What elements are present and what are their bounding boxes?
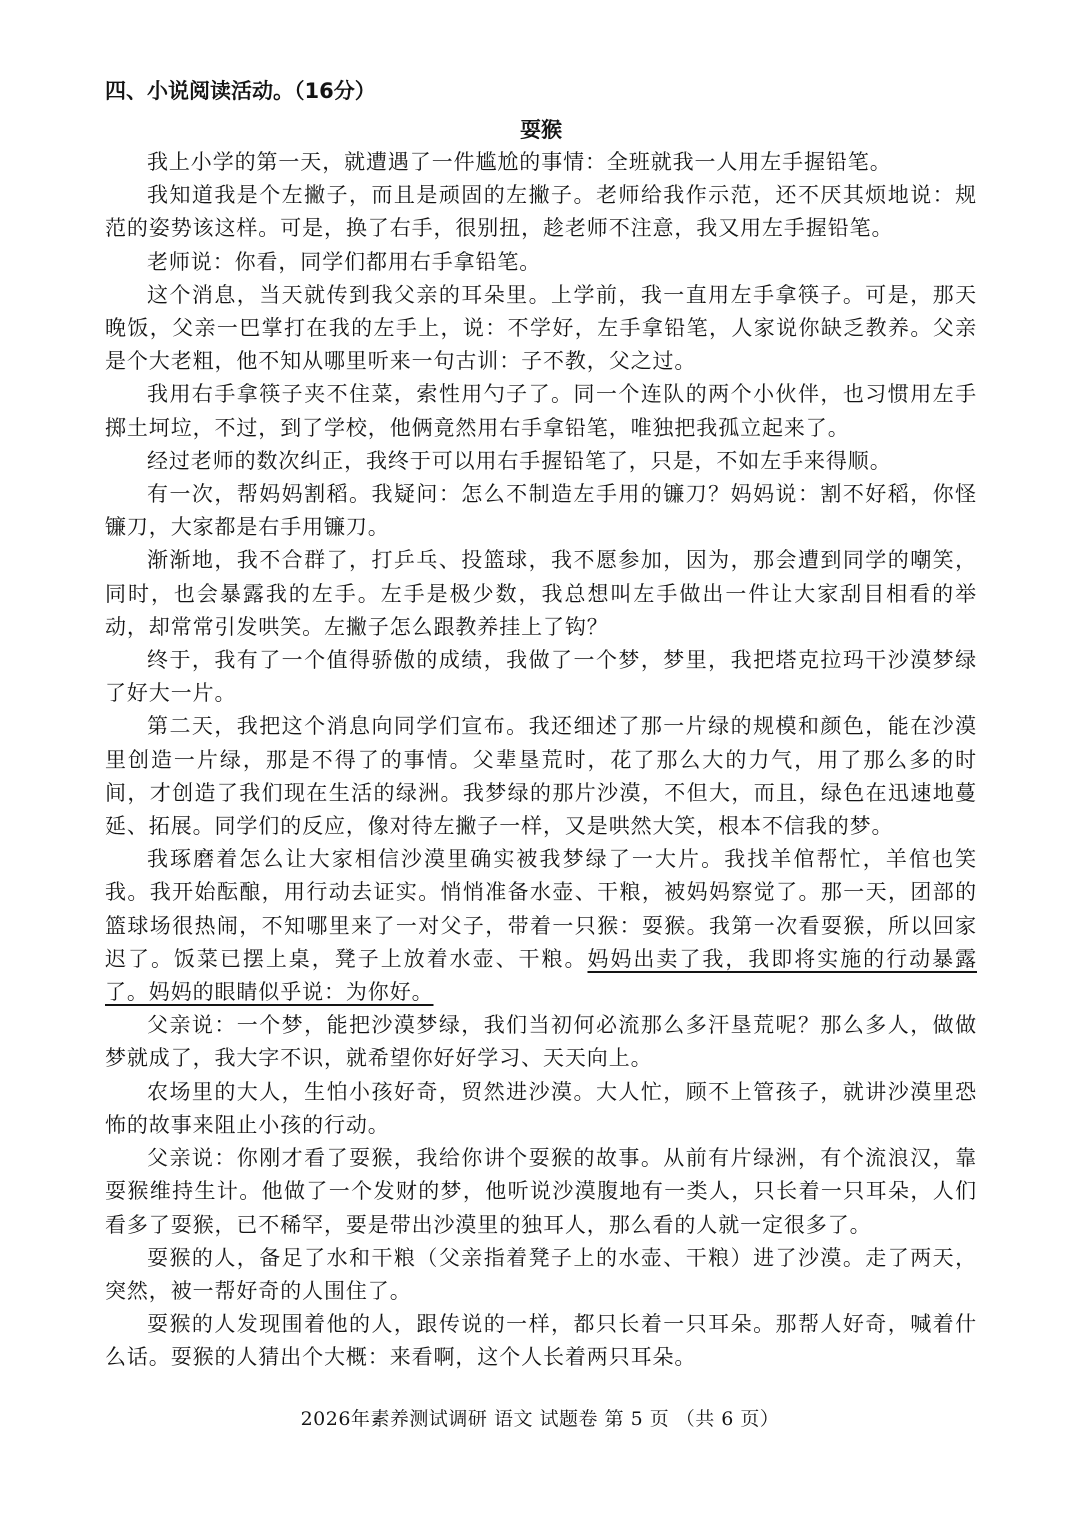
exam-page [105, 74, 977, 1375]
underlined-sentence: 妈妈出卖了我，我即将实施的行动暴露了。妈妈的眼睛似乎说：为你好。 [105, 946, 977, 1005]
story-paragraph: 父亲说：一个梦，能把沙漠梦绿，我们当初何必流那么多汗垦荒呢？那么多人，做做梦就成了，我大字不识，就希望你好好学习、天天向上。 [105, 1013, 977, 1071]
story-paragraph-with-underline [105, 843, 977, 1009]
paragraph-text: 我琢磨着怎么让大家相信沙漠里确实被我梦绿了一大片。我找羊倌帮忙，羊倌也笑我。我开始酝酿，用行动去证实。悄悄准备水壶、干粮，被妈妈察觉了。那一天，团部的篮球场很热闹，不知哪里来了一对父子，带着一只猴：耍猴。我第一次看耍猴，所以回家迟了。饭菜已摆上桌，凳子上放着水壶、干粮。 [105, 847, 977, 971]
story-paragraph: 耍猴的人发现围着他的人，跟传说的一样，都只长着一只耳朵。那帮人好奇，喊着什么话。耍猴的人猜出个大概：来看啊，这个人长着两只耳朵。 [105, 1312, 977, 1370]
story-paragraph: 经过老师的数次纠正，我终于可以用右手握铅笔了，只是，不如左手来得顺。 [147, 448, 892, 473]
story-paragraph: 我上小学的第一天，就遭遇了一件尴尬的事情：全班就我一人用左手握铅笔。 [147, 150, 892, 174]
story-paragraph: 第二天，我把这个消息向同学们宣布。我还细述了那一片绿的规模和颜色，能在沙漠里创造一片绿，那是不得了的事情。父辈垦荒时，花了那么大的力气，用了那么多的时间，才创造了我们现在生活的绿洲。我梦绿的那片沙漠，不但大，而且，绿色在迅速地蔓延、拓展。同学们的反应，像对待左撇子一样，又是哄然大笑，根本不信我的梦。 [105, 714, 977, 839]
story-paragraph: 渐渐地，我不合群了，打乒乓、投篮球，我不愿参加，因为，那会遭到同学的嘲笑，同时，也会暴露我的左手。左手是极少数，我总想叫左手做出一件让大家刮目相看的举动，却常常引发哄笑。左撇子怎么跟教养挂上了钩？ [105, 548, 977, 639]
section-heading: 四、小说阅读活动。（16分） [105, 79, 376, 103]
story-paragraph: 我用右手拿筷子夹不住菜，索性用勺子了。同一个连队的两个小伙伴，也习惯用左手掷土坷垃，不过，到了学校，他俩竟然用右手拿铅笔，唯独把我孤立起来了。 [105, 382, 977, 440]
story-paragraph: 终于，我有了一个值得骄傲的成绩，我做了一个梦，梦里，我把塔克拉玛干沙漠梦绿了好大一片。 [105, 648, 977, 706]
story-paragraph: 这个消息，当天就传到我父亲的耳朵里。上学前，我一直用左手拿筷子。可是，那天晚饭，父亲一巴掌打在我的左手上，说：不学好，左手拿铅笔，人家说你缺乏教养。父亲是个大老粗，他不知从哪里听来一句古训：子不教，父之过。 [105, 282, 977, 374]
story-paragraph: 我知道我是个左撇子，而且是顽固的左撇子。老师给我作示范，还不厌其烦地说：规范的姿势该这样。可是，换了右手，很别扭，趁老师不注意，我又用左手握铅笔。 [105, 183, 977, 241]
story-paragraph: 老师说：你看，同学们都用右手拿铅笔。 [147, 249, 542, 274]
story-title: 耍猴 [520, 117, 562, 142]
story-paragraph: 有一次，帮妈妈割稻。我疑问：怎么不制造左手用的镰刀？妈妈说：割不好稻，你怪镰刀，大家都是右手用镰刀。 [105, 482, 977, 540]
story-paragraph: 农场里的大人，生怕小孩好奇，贸然进沙漠。大人忙，顾不上管孩子，就讲沙漠里恐怖的故事来阻止小孩的行动。 [105, 1079, 977, 1137]
story-paragraph: 父亲说：你刚才看了耍猴，我给你讲个耍猴的故事。从前有片绿洲，有个流浪汉，靠耍猴维持生计。他做了一个发财的梦，他听说沙漠腹地有一类人，只长着一只耳朵，人们看多了耍猴，已不稀罕，要是带出沙漠里的独耳人，那么看的人就一定很多了。 [105, 1146, 977, 1237]
page-footer: 2026年素养测试调研 语文 试题卷 第 5 页 （共 6 页） [300, 1408, 780, 1430]
story-paragraph: 耍猴的人，备足了水和干粮（父亲指着凳子上的水壶、干粮）进了沙漠。走了两天，突然，被一帮好奇的人围住了。 [105, 1245, 977, 1303]
